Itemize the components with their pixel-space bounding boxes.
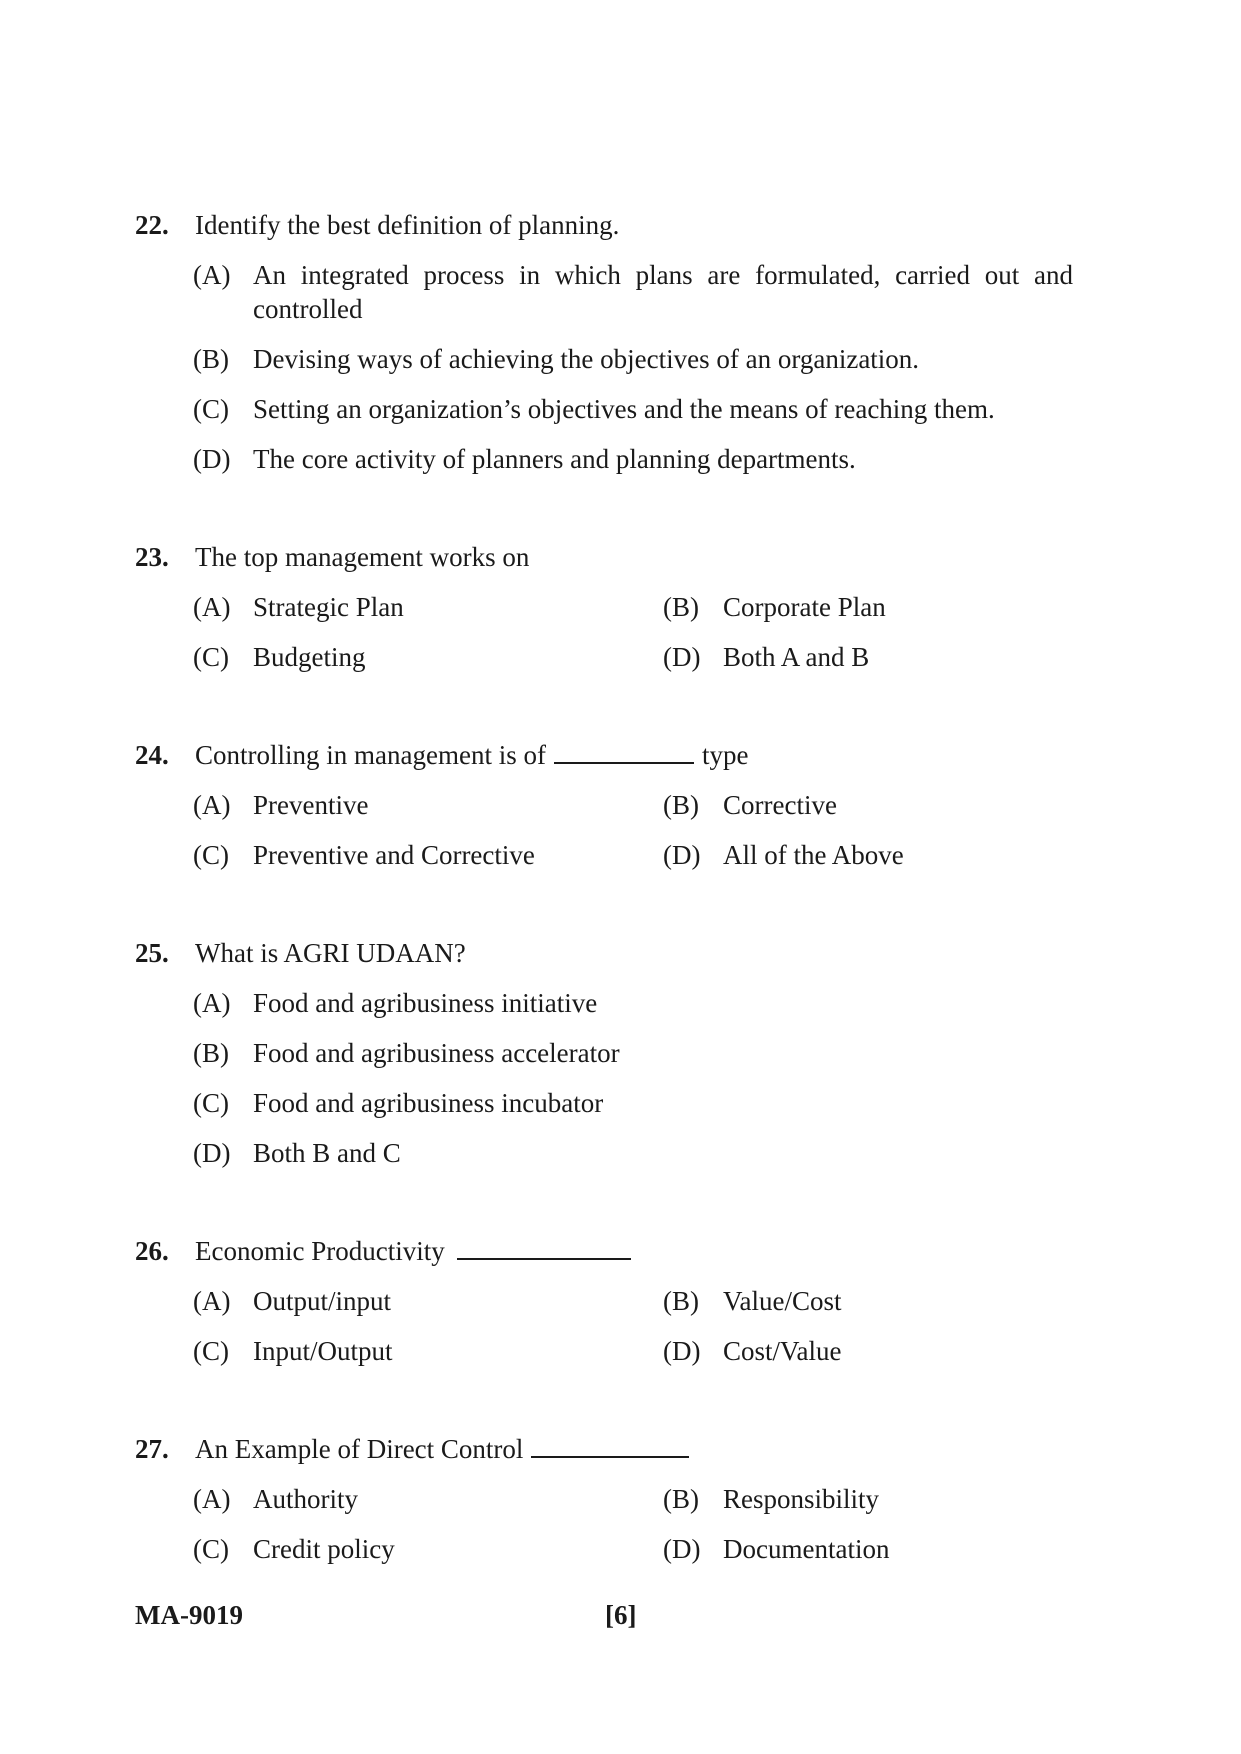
option-text: An integrated process in which plans are formulated, carried out and controlled xyxy=(253,260,1073,324)
option-d xyxy=(663,838,904,872)
option-letter: (A) xyxy=(193,592,231,622)
option-text: Corporate Plan xyxy=(723,592,886,622)
option-letter: (D) xyxy=(193,444,231,474)
option-d xyxy=(193,1136,401,1170)
question-text: Controlling in management is of xyxy=(195,740,546,770)
paper-code: MA-9019 xyxy=(135,1600,243,1630)
option-text: Corrective xyxy=(723,790,837,820)
question-number: 25. xyxy=(135,938,169,968)
question-text: The top management works on xyxy=(195,542,530,572)
option-text: Food and agribusiness accelerator xyxy=(253,1038,620,1068)
answer-blank xyxy=(531,1432,689,1458)
option-d xyxy=(193,442,856,476)
option-text: Preventive xyxy=(253,790,369,820)
option-letter: (B) xyxy=(193,1038,229,1068)
question-text-after: type xyxy=(701,740,749,770)
option-letter: (D) xyxy=(663,840,701,870)
option-a xyxy=(193,1482,358,1516)
option-letter: (C) xyxy=(193,840,229,870)
option-a xyxy=(193,986,597,1020)
option-text: Authority xyxy=(253,1484,358,1514)
option-letter: (D) xyxy=(193,1138,231,1168)
question-text: Economic Productivity xyxy=(195,1236,445,1266)
question-text: An Example of Direct Control xyxy=(195,1434,524,1464)
option-text: The core activity of planners and planning departments. xyxy=(253,444,856,474)
option-text: Output/input xyxy=(253,1286,392,1316)
question-stem xyxy=(135,1432,689,1466)
question-text: Identify the best definition of planning. xyxy=(195,210,620,240)
option-letter: (A) xyxy=(193,1484,231,1514)
question-number: 26. xyxy=(135,1236,169,1266)
option-text: Strategic Plan xyxy=(253,592,404,622)
option-c xyxy=(193,1532,395,1566)
option-text: Credit policy xyxy=(253,1534,395,1564)
option-text: Cost/Value xyxy=(723,1336,842,1366)
option-d xyxy=(663,1334,842,1368)
question-text: What is AGRI UDAAN? xyxy=(195,938,466,968)
option-letter: (B) xyxy=(663,790,699,820)
option-letter: (C) xyxy=(193,1336,229,1366)
option-c xyxy=(193,392,995,426)
option-letter: (B) xyxy=(663,592,699,622)
option-text: Devising ways of achieving the objectives of an organization. xyxy=(253,344,920,374)
option-text: Input/Output xyxy=(253,1336,393,1366)
option-letter: (B) xyxy=(663,1484,699,1514)
answer-blank xyxy=(554,738,694,764)
question-number: 24. xyxy=(135,740,169,770)
question-stem xyxy=(135,1234,631,1268)
option-letter: (D) xyxy=(663,642,701,672)
option-text: Food and agribusiness initiative xyxy=(253,988,598,1018)
option-text: Setting an organization’s objectives and the means of reaching them. xyxy=(253,394,995,424)
option-a xyxy=(193,590,404,624)
option-b xyxy=(663,590,886,624)
question-number: 22. xyxy=(135,210,169,240)
option-letter: (A) xyxy=(193,1286,231,1316)
option-c xyxy=(193,640,366,674)
option-letter: (C) xyxy=(193,1534,229,1564)
option-text: Food and agribusiness incubator xyxy=(253,1088,604,1118)
option-c xyxy=(193,1334,393,1368)
option-b xyxy=(663,1482,879,1516)
option-text: Responsibility xyxy=(723,1484,880,1514)
option-text: Preventive and Corrective xyxy=(253,840,535,870)
option-letter: (B) xyxy=(193,344,229,374)
option-text: Both B and C xyxy=(253,1138,401,1168)
option-text: Both A and B xyxy=(723,642,870,672)
option-text: All of the Above xyxy=(723,840,904,870)
option-letter: (C) xyxy=(193,1088,229,1118)
option-letter: (B) xyxy=(663,1286,699,1316)
option-letter: (D) xyxy=(663,1534,701,1564)
question-stem xyxy=(135,936,466,970)
option-letter: (A) xyxy=(193,988,231,1018)
option-text: Value/Cost xyxy=(723,1286,842,1316)
option-c xyxy=(193,1086,603,1120)
option-c xyxy=(193,838,535,872)
option-text: Budgeting xyxy=(253,642,366,672)
option-d xyxy=(663,640,869,674)
option-b xyxy=(663,788,837,822)
option-a xyxy=(193,788,368,822)
option-b xyxy=(193,342,919,376)
option-a xyxy=(193,1284,391,1318)
option-letter: (C) xyxy=(193,394,229,424)
option-text: Documentation xyxy=(723,1534,890,1564)
question-stem xyxy=(135,208,619,242)
option-letter: (A) xyxy=(193,260,231,290)
option-letter: (D) xyxy=(663,1336,701,1366)
question-stem xyxy=(135,738,748,772)
option-b xyxy=(663,1284,842,1318)
question-number: 23. xyxy=(135,542,169,572)
option-a xyxy=(193,258,1073,326)
answer-blank xyxy=(457,1234,631,1260)
page-number: [6] xyxy=(605,1600,637,1630)
question-stem xyxy=(135,540,529,574)
question-number: 27. xyxy=(135,1434,169,1464)
option-letter: (C) xyxy=(193,642,229,672)
option-d xyxy=(663,1532,889,1566)
option-b xyxy=(193,1036,620,1070)
option-letter: (A) xyxy=(193,790,231,820)
